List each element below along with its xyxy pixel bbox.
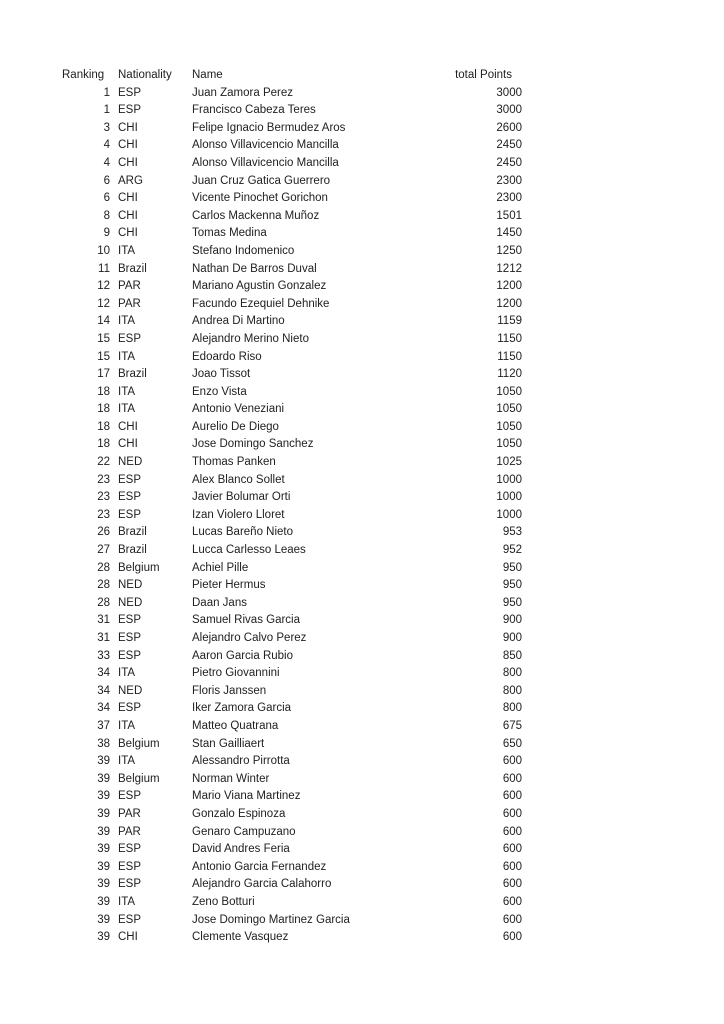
cell-ranking: 1 — [103, 104, 110, 117]
table-header-row — [62, 67, 522, 85]
table-row — [62, 85, 522, 103]
table-row — [62, 384, 522, 402]
cell-name: Facundo Ezequiel Dehnike — [192, 297, 330, 310]
cell-nationality: NED — [118, 579, 143, 592]
cell-nationality: CHI — [118, 139, 138, 152]
cell-ranking: 12 — [97, 297, 110, 310]
cell-name: Izan Violero Lloret — [192, 508, 285, 521]
table-row — [62, 665, 522, 683]
table-row — [62, 137, 522, 155]
table-row — [62, 331, 522, 349]
table-row — [62, 419, 522, 437]
cell-ranking: 10 — [97, 244, 110, 257]
cell-nationality: ESP — [118, 491, 142, 504]
cell-ranking: 39 — [97, 755, 110, 768]
cell-points: 952 — [502, 544, 522, 557]
cell-nationality: CHI — [118, 931, 138, 944]
cell-points: 900 — [502, 632, 522, 644]
cell-ranking: 34 — [97, 667, 110, 680]
cell-ranking: 39 — [97, 931, 110, 944]
cell-name: Zeno Botturi — [192, 895, 255, 908]
table-row — [62, 718, 522, 736]
cell-nationality: CHI — [118, 156, 138, 169]
table-row — [62, 753, 522, 771]
cell-points: 1000 — [496, 473, 522, 486]
cell-points: 600 — [502, 772, 522, 785]
cell-nationality: ESP — [118, 790, 142, 803]
cell-ranking: 18 — [97, 385, 110, 398]
table-row — [62, 190, 522, 208]
cell-ranking: 3 — [103, 121, 110, 134]
cell-name: Juan Cruz Gatica Guerrero — [192, 174, 331, 187]
cell-nationality: ESP — [118, 332, 142, 345]
cell-nationality: PAR — [118, 297, 141, 310]
cell-points: 600 — [502, 807, 522, 820]
cell-nationality: PAR — [118, 280, 141, 293]
cell-name: Antonio Veneziani — [192, 403, 285, 416]
cell-name: Alessandro Pirrotta — [192, 755, 290, 768]
cell-name: Aaron Garcia Rubio — [192, 649, 293, 662]
cell-nationality: CHI — [118, 420, 138, 433]
cell-name: Vicente Pinochet Gorichon — [192, 192, 328, 205]
cell-ranking: 39 — [97, 825, 110, 838]
column-header-ranking: Ranking — [62, 69, 105, 81]
cell-ranking: 31 — [97, 632, 110, 644]
cell-nationality: ITA — [118, 403, 136, 416]
table-row — [62, 824, 522, 842]
column-header-total-points: total Points — [455, 69, 512, 81]
table-row — [62, 102, 522, 120]
cell-name: Samuel Rivas Garcia — [192, 614, 301, 627]
cell-ranking: 39 — [97, 790, 110, 803]
cell-points: 950 — [502, 561, 522, 574]
cell-points: 800 — [502, 684, 522, 697]
cell-nationality: ITA — [118, 315, 136, 328]
table-row — [62, 349, 522, 367]
cell-ranking: 6 — [103, 192, 110, 205]
cell-ranking: 18 — [97, 438, 110, 451]
cell-points: 1050 — [496, 385, 522, 398]
table-row — [62, 612, 522, 630]
cell-name: Matteo Quatrana — [192, 719, 279, 732]
cell-nationality: PAR — [118, 807, 141, 820]
table-row — [62, 648, 522, 666]
cell-name: Felipe Ignacio Bermudez Aros — [192, 121, 346, 134]
cell-ranking: 33 — [97, 649, 110, 662]
cell-points: 1200 — [496, 297, 522, 310]
cell-name: Daan Jans — [192, 596, 247, 609]
cell-ranking: 15 — [97, 332, 110, 345]
cell-points: 3000 — [496, 104, 522, 117]
cell-ranking: 23 — [97, 491, 110, 504]
cell-nationality: ITA — [118, 719, 136, 732]
cell-points: 2450 — [496, 156, 522, 169]
cell-points: 1050 — [496, 403, 522, 416]
cell-name: Joao Tissot — [192, 368, 251, 381]
table-row — [62, 120, 522, 138]
cell-ranking: 22 — [97, 456, 110, 469]
cell-points: 1159 — [497, 315, 522, 328]
table-row — [62, 401, 522, 419]
cell-points: 1120 — [497, 368, 522, 381]
cell-ranking: 28 — [97, 579, 110, 592]
cell-nationality: NED — [118, 596, 143, 609]
cell-ranking: 28 — [97, 561, 110, 574]
cell-name: Alonso Villavicencio Mancilla — [192, 156, 339, 169]
cell-name: Tomas Medina — [192, 227, 267, 240]
cell-nationality: Brazil — [118, 368, 147, 381]
column-header-nationality: Nationality — [118, 69, 172, 81]
cell-nationality: CHI — [118, 438, 138, 451]
cell-name: Javier Bolumar Orti — [192, 491, 291, 504]
table-row — [62, 806, 522, 824]
cell-name: Alex Blanco Sollet — [192, 473, 285, 486]
cell-ranking: 17 — [97, 368, 110, 381]
table-row — [62, 683, 522, 701]
cell-ranking: 39 — [97, 878, 110, 891]
cell-points: 800 — [502, 702, 522, 715]
cell-nationality: CHI — [118, 227, 138, 240]
cell-name: Norman Winter — [192, 772, 270, 785]
cell-ranking: 39 — [97, 913, 110, 926]
table-row — [62, 243, 522, 261]
cell-ranking: 38 — [97, 737, 110, 750]
cell-points: 3000 — [496, 86, 522, 99]
cell-points: 800 — [502, 667, 522, 680]
cell-nationality: ESP — [118, 104, 142, 117]
cell-points: 2300 — [496, 192, 522, 205]
cell-nationality: Brazil — [118, 544, 147, 557]
table-row — [62, 296, 522, 314]
table-row — [62, 524, 522, 542]
cell-nationality: ARG — [118, 174, 143, 187]
table-row — [62, 366, 522, 384]
cell-name: Juan Zamora Perez — [192, 86, 293, 99]
table-row — [62, 929, 522, 947]
cell-points: 1050 — [496, 438, 522, 451]
column-header-name: Name — [192, 69, 223, 81]
cell-points: 2450 — [496, 139, 522, 152]
cell-ranking: 26 — [97, 526, 110, 539]
cell-points: 600 — [502, 895, 522, 908]
table-row — [62, 859, 522, 877]
cell-ranking: 37 — [97, 719, 110, 732]
cell-points: 1150 — [497, 350, 522, 363]
cell-nationality: ESP — [118, 913, 142, 926]
cell-points: 1000 — [496, 508, 522, 521]
table-row — [62, 894, 522, 912]
table-row — [62, 577, 522, 595]
cell-points: 600 — [502, 860, 522, 873]
cell-points: 850 — [502, 649, 522, 662]
cell-ranking: 6 — [103, 174, 110, 187]
cell-nationality: ITA — [118, 755, 136, 768]
cell-nationality: ESP — [118, 614, 142, 627]
ranking-table — [62, 67, 522, 947]
table-row — [62, 876, 522, 894]
cell-points: 2300 — [496, 174, 522, 187]
cell-nationality: ESP — [118, 473, 142, 486]
cell-points: 600 — [502, 931, 522, 944]
table-row — [62, 472, 522, 490]
table-row — [62, 155, 522, 173]
cell-ranking: 12 — [97, 280, 110, 293]
cell-name: Iker Zamora Garcia — [192, 702, 292, 715]
cell-name: Francisco Cabeza Teres — [192, 104, 316, 117]
cell-ranking: 23 — [97, 508, 110, 521]
cell-nationality: ITA — [118, 895, 136, 908]
cell-name: Lucca Carlesso Leaes — [192, 544, 306, 557]
cell-name: Jose Domingo Sanchez — [192, 438, 314, 451]
table-row — [62, 912, 522, 930]
table-row — [62, 560, 522, 578]
cell-name: Stefano Indomenico — [192, 244, 295, 257]
cell-nationality: Belgium — [118, 561, 160, 574]
cell-ranking: 39 — [97, 895, 110, 908]
cell-points: 600 — [502, 790, 522, 803]
table-row — [62, 225, 522, 243]
cell-points: 600 — [502, 755, 522, 768]
cell-ranking: 9 — [103, 227, 110, 240]
cell-name: Floris Janssen — [192, 684, 267, 697]
cell-nationality: ITA — [118, 350, 136, 363]
table-row — [62, 454, 522, 472]
ranking-table-body — [62, 85, 522, 947]
cell-ranking: 28 — [97, 596, 110, 609]
cell-ranking: 18 — [97, 403, 110, 416]
table-row — [62, 507, 522, 525]
cell-nationality: ESP — [118, 632, 142, 644]
cell-points: 1501 — [496, 209, 522, 222]
cell-name: Clemente Vasquez — [192, 931, 289, 944]
cell-nationality: ESP — [118, 702, 142, 715]
cell-name: Nathan De Barros Duval — [192, 262, 317, 275]
table-row — [62, 630, 522, 648]
cell-points: 1212 — [496, 262, 522, 275]
cell-name: Mario Viana Martinez — [192, 790, 301, 803]
cell-ranking: 18 — [97, 420, 110, 433]
cell-points: 600 — [502, 825, 522, 838]
table-row — [62, 700, 522, 718]
cell-ranking: 11 — [98, 262, 110, 275]
cell-ranking: 15 — [97, 350, 110, 363]
cell-name: Lucas Bareño Nieto — [192, 526, 294, 539]
cell-name: Genaro Campuzano — [192, 825, 296, 838]
cell-points: 953 — [502, 526, 522, 539]
cell-name: Mariano Agustin Gonzalez — [192, 280, 327, 293]
cell-ranking: 4 — [103, 139, 110, 152]
cell-points: 950 — [502, 596, 522, 609]
cell-ranking: 8 — [103, 209, 110, 222]
cell-nationality: CHI — [118, 121, 138, 134]
cell-ranking: 27 — [97, 544, 110, 557]
cell-points: 900 — [502, 614, 522, 627]
cell-points: 1250 — [496, 244, 522, 257]
table-row — [62, 841, 522, 859]
cell-name: Gonzalo Espinoza — [192, 807, 286, 820]
cell-points: 650 — [502, 737, 522, 750]
cell-name: Alejandro Calvo Perez — [192, 632, 307, 644]
cell-points: 1200 — [496, 280, 522, 293]
cell-points: 600 — [502, 843, 522, 856]
cell-name: Alejandro Garcia Calahorro — [192, 878, 332, 891]
cell-name: Andrea Di Martino — [192, 315, 285, 328]
cell-name: Antonio Garcia Fernandez — [192, 860, 327, 873]
cell-nationality: PAR — [118, 825, 141, 838]
cell-ranking: 23 — [97, 473, 110, 486]
cell-nationality: CHI — [118, 192, 138, 205]
cell-ranking: 31 — [97, 614, 110, 627]
cell-name: Carlos Mackenna Muñoz — [192, 209, 320, 222]
cell-nationality: Brazil — [118, 262, 147, 275]
cell-name: Alejandro Merino Nieto — [192, 332, 309, 345]
cell-points: 600 — [502, 878, 522, 891]
table-row — [62, 736, 522, 754]
cell-ranking: 1 — [103, 86, 110, 99]
cell-nationality: Brazil — [118, 526, 147, 539]
cell-ranking: 39 — [97, 843, 110, 856]
cell-points: 1450 — [496, 227, 522, 240]
table-row — [62, 313, 522, 331]
cell-nationality: ESP — [118, 86, 142, 99]
cell-nationality: CHI — [118, 209, 138, 222]
table-row — [62, 595, 522, 613]
cell-name: Achiel Pille — [192, 561, 249, 574]
cell-nationality: ESP — [118, 878, 142, 891]
table-row — [62, 208, 522, 226]
table-row — [62, 771, 522, 789]
table-row — [62, 436, 522, 454]
cell-ranking: 34 — [97, 702, 110, 715]
cell-name: Pieter Hermus — [192, 579, 266, 592]
cell-nationality: Belgium — [118, 737, 160, 750]
table-row — [62, 489, 522, 507]
cell-ranking: 14 — [97, 315, 110, 328]
cell-name: Alonso Villavicencio Mancilla — [192, 139, 339, 152]
cell-name: Enzo Vista — [192, 385, 247, 398]
cell-points: 1025 — [496, 456, 522, 469]
cell-points: 600 — [502, 913, 522, 926]
cell-ranking: 39 — [97, 772, 110, 785]
cell-points: 950 — [502, 579, 522, 592]
cell-points: 1050 — [496, 420, 522, 433]
cell-name: Jose Domingo Martinez Garcia — [192, 913, 350, 926]
table-row — [62, 788, 522, 806]
cell-nationality: Belgium — [118, 772, 160, 785]
cell-nationality: NED — [118, 684, 143, 697]
cell-points: 1150 — [497, 332, 522, 345]
cell-nationality: ITA — [118, 244, 136, 257]
cell-nationality: ESP — [118, 843, 142, 856]
table-row — [62, 261, 522, 279]
cell-points: 675 — [502, 719, 522, 732]
cell-name: Edoardo Riso — [192, 350, 262, 363]
cell-ranking: 39 — [97, 807, 110, 820]
cell-ranking: 34 — [97, 684, 110, 697]
cell-nationality: ESP — [118, 649, 142, 662]
cell-name: Aurelio De Diego — [192, 420, 279, 433]
cell-points: 1000 — [496, 491, 522, 504]
cell-ranking: 39 — [97, 860, 110, 873]
table-row — [62, 542, 522, 560]
cell-name: David Andres Feria — [192, 843, 290, 856]
table-row — [62, 278, 522, 296]
cell-name: Pietro Giovannini — [192, 667, 280, 680]
cell-nationality: ESP — [118, 860, 142, 873]
cell-nationality: ITA — [118, 385, 136, 398]
cell-nationality: NED — [118, 456, 143, 469]
cell-ranking: 4 — [103, 156, 110, 169]
cell-name: Thomas Panken — [192, 456, 276, 469]
cell-points: 2600 — [496, 121, 522, 134]
cell-nationality: ESP — [118, 508, 142, 521]
cell-nationality: ITA — [118, 667, 136, 680]
cell-name: Stan Gailliaert — [192, 737, 265, 750]
table-row — [62, 173, 522, 191]
